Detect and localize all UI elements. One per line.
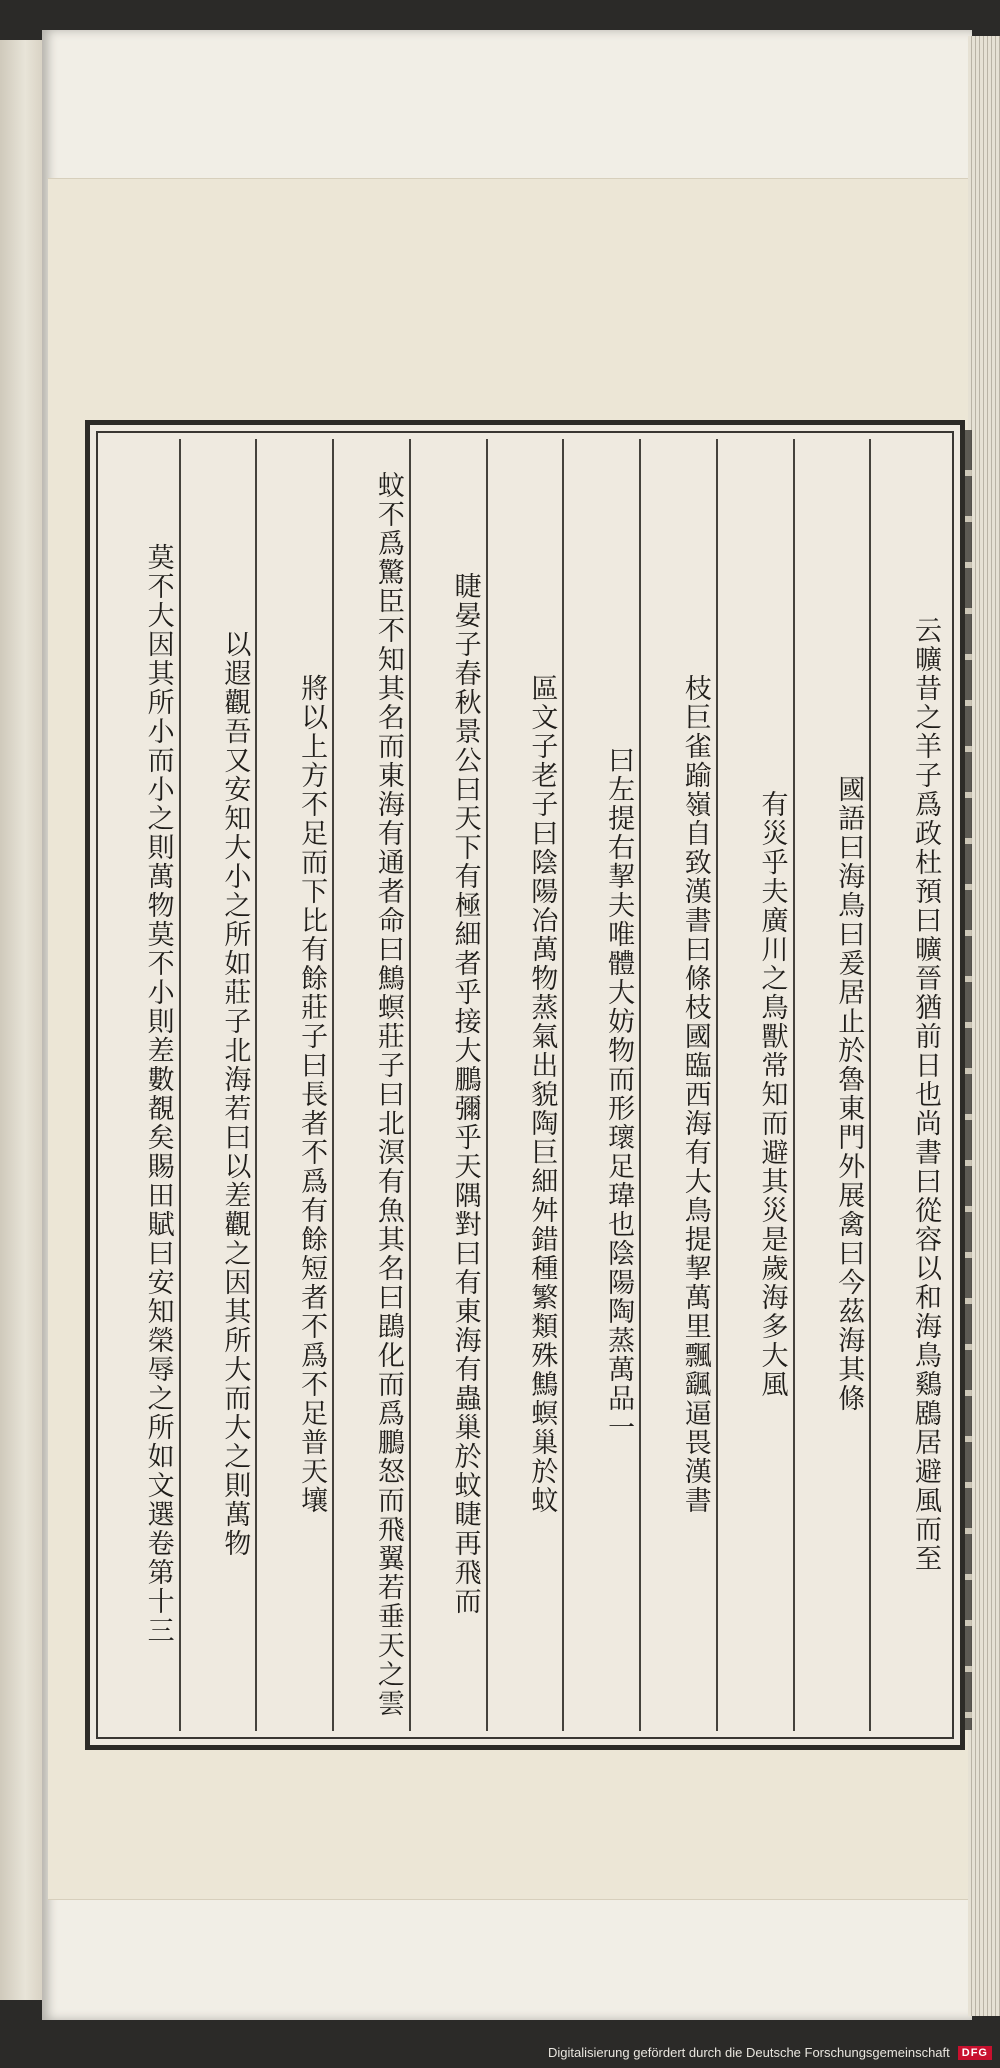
printed-text-frame <box>85 420 965 1750</box>
text-column-4: 枝巨雀踰嶺自致漢書曰條枝國臨西海有大鳥提挈萬里飄颻逼畏漢書 <box>639 439 716 1731</box>
text-column-1: 云曠昔之羊子爲政杜預曰曠晉猶前日也尚書曰從容以和海鳥鷄鶋居避風而至 <box>869 439 946 1731</box>
dfg-logo: DFG <box>958 2046 992 2060</box>
text-column-2: 國語曰海鳥曰爰居止於魯東門外展禽曰今茲海其條 <box>793 439 870 1731</box>
text-column-11: 莫不大因其所小而小之則萬物莫不小則差數覩矣賜田賦曰安知榮辱之所如文選卷第十三 <box>142 543 174 1645</box>
text-column-6: 區文子老子曰陰陽冶萬物蒸氣出貌陶巨細舛錯種繁類殊鷦螟巢於蚊 <box>486 439 563 1731</box>
left-page-edge <box>0 40 42 2000</box>
footer-credit: Digitalisierung gefördert durch die Deutsche Forschungsgemeinschaft <box>547 2045 950 2060</box>
text-column-7: 睫晏子春秋景公曰天下有極細者乎接大鵬彌乎天隅對曰有東海有蟲巢於蚊睫再飛而 <box>409 439 486 1731</box>
text-columns <box>104 439 946 1731</box>
page-stack-edge <box>968 36 1000 2016</box>
text-column-9: 將以上方不足而下比有餘莊子曰長者不爲有餘短者不爲不足普天壤 <box>255 439 332 1731</box>
text-column-5: 曰左提右挈夫唯體大妨物而形瓌足瑋也陰陽陶蒸萬品一 <box>562 439 639 1731</box>
text-column-8: 蚊不爲驚臣不知其名而東海有通者命曰鷦螟莊子曰北溟有魚其名曰鵾化而爲鵬怒而飛翼若垂天之雲 <box>332 439 409 1731</box>
digitization-footer <box>548 2045 992 2060</box>
text-column-3: 有災乎夫廣川之鳥獸常知而避其災是歲海多大風 <box>716 439 793 1731</box>
text-column-10: 以遐觀吾又安知大小之所如莊子北海若曰以差觀之因其所大而大之則萬物 <box>179 439 256 1731</box>
